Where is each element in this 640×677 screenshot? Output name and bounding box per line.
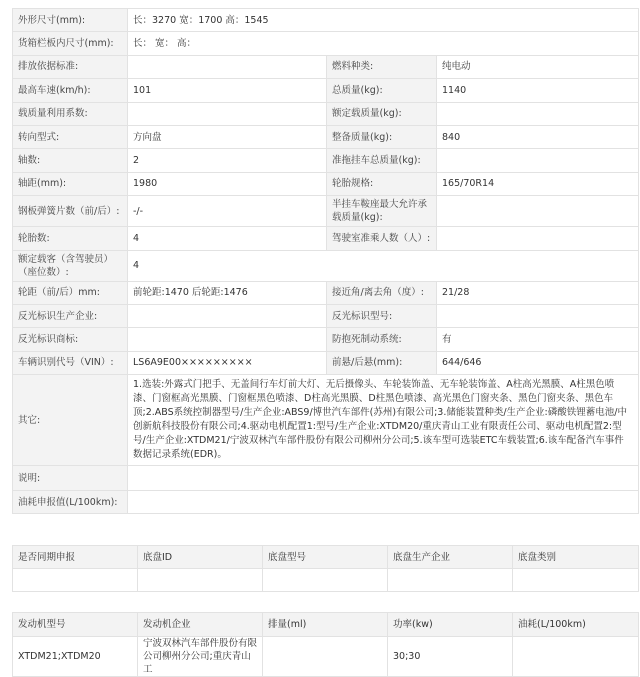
spec-label: 准拖挂车总质量(kg):	[327, 149, 437, 172]
spec-label: 额定载客（含驾驶员）（座位数）:	[13, 250, 128, 281]
spec-row	[13, 149, 639, 172]
spec-value	[437, 196, 639, 227]
spec-value: 长： 宽： 高：	[128, 32, 639, 55]
spec-value: 1980	[128, 172, 327, 195]
chassis-cell	[263, 569, 388, 592]
spec-value: 4	[128, 227, 327, 250]
engine-table	[12, 612, 639, 677]
spec-label: 前悬/后悬(mm):	[327, 351, 437, 374]
spec-label: 反光标识型号:	[327, 304, 437, 327]
remark-label: 说明:	[13, 466, 128, 491]
remark-value	[128, 466, 639, 491]
chassis-cell	[513, 569, 639, 592]
spec-value: 165/70R14	[437, 172, 639, 195]
spec-row	[13, 328, 639, 351]
spec-row	[13, 125, 639, 148]
spec-label: 外形尺寸(mm):	[13, 9, 128, 32]
spec-value: -/-	[128, 196, 327, 227]
spec-row	[13, 55, 639, 78]
engine-displacement	[263, 637, 388, 677]
engine-header-displacement: 排量(ml)	[263, 613, 388, 637]
spec-value: 644/646	[437, 351, 639, 374]
chassis-header-sync: 是否同期申报	[13, 546, 138, 569]
engine-power: 30;30	[388, 637, 513, 677]
spec-label: 燃料种类:	[327, 55, 437, 78]
spec-label: 整备质量(kg):	[327, 125, 437, 148]
spec-row	[13, 196, 639, 227]
spec-value	[128, 304, 327, 327]
spec-label: 额定载质量(kg):	[327, 102, 437, 125]
spec-label: 半挂车鞍座最大允许承载质量(kg):	[327, 196, 437, 227]
spec-label: 接近角/离去角（度）:	[327, 281, 437, 304]
spec-value	[437, 149, 639, 172]
spec-label: 总质量(kg):	[327, 79, 437, 102]
spec-label: 最高车速(km/h):	[13, 79, 128, 102]
spec-label: 车辆识别代号（VIN）:	[13, 351, 128, 374]
spec-row	[13, 351, 639, 374]
engine-header-maker: 发动机企业	[138, 613, 263, 637]
spec-table	[12, 8, 639, 514]
chassis-table	[12, 545, 639, 592]
fuel-label: 油耗申报值(L/100km):	[13, 491, 128, 514]
spec-value	[128, 328, 327, 351]
chassis-header-type: 底盘类别	[513, 546, 639, 569]
spec-value	[437, 304, 639, 327]
engine-header-power: 功率(kw)	[388, 613, 513, 637]
spec-label: 轴数:	[13, 149, 128, 172]
spec-value: 21/28	[437, 281, 639, 304]
spec-label: 钢板弹簧片数（前/后）:	[13, 196, 128, 227]
spec-value: 101	[128, 79, 327, 102]
spec-value: 2	[128, 149, 327, 172]
spec-value	[128, 55, 327, 78]
fuel-value	[128, 491, 639, 514]
spec-value: 长：3270 宽：1700 高：1545	[128, 9, 639, 32]
engine-header-fuel: 油耗(L/100km)	[513, 613, 639, 637]
spec-value: 纯电动	[437, 55, 639, 78]
spec-label: 防抱死制动系统:	[327, 328, 437, 351]
engine-model: XTDM21;XTDM20	[13, 637, 138, 677]
spec-label: 货箱栏板内尺寸(mm):	[13, 32, 128, 55]
chassis-cell	[388, 569, 513, 592]
spec-value: 4	[128, 250, 639, 281]
spec-value	[437, 227, 639, 250]
spec-label: 排放依据标准:	[13, 55, 128, 78]
spec-row	[13, 102, 639, 125]
spec-label: 驾驶室准乘人数（人）:	[327, 227, 437, 250]
chassis-header-maker: 底盘生产企业	[388, 546, 513, 569]
engine-fuel	[513, 637, 639, 677]
spec-value: 1140	[437, 79, 639, 102]
spec-row	[13, 79, 639, 102]
chassis-cell	[138, 569, 263, 592]
chassis-cell	[13, 569, 138, 592]
spec-label: 载质量利用系数:	[13, 102, 128, 125]
spec-value: LS6A9E00×××××××××	[128, 351, 327, 374]
engine-maker: 宁波双林汽车部件股份有限公司柳州分公司;重庆青山工	[138, 637, 263, 677]
spec-row	[13, 32, 639, 55]
spec-row	[13, 172, 639, 195]
spec-value: 840	[437, 125, 639, 148]
other-notes: 1.选装:外露式门把手、无盖间行车灯前大灯、无后摄像头、车轮装饰盖、无车轮装饰盖、A柱高光黑膜、A柱黑色喷漆、门窗框高光黑膜、门窗框黑色喷漆、D柱高光黑膜、D柱黑色喷漆、高光黑色门窗夹条、黑色门窗夹条、黑色车顶;2.ABS系统控制器型号/生产企业:ABS9/博世汽车部件(苏州)有限公司;3.储能装置种类/生产企业:磷酸铁锂蓄电池/中创新航科技股份有限公司;4.驱动电机配置1:型号/生产企业:XTDM20/重庆青山工业有限责任公司、驱动电机配置2:型号/生产企业:XTDM21/宁波双林汽车部件股份有限公司柳州分公司;5.该车型可选装ETC车载装置;6.该车配备汽车事件数据记录系统(EDR)。	[128, 375, 639, 466]
spec-row	[13, 9, 639, 32]
spec-value: 前轮距:1470 后轮距:1476	[128, 281, 327, 304]
spec-label: 轴距(mm):	[13, 172, 128, 195]
spec-value	[437, 102, 639, 125]
spec-label: 轮胎规格:	[327, 172, 437, 195]
spec-label: 反光标识生产企业:	[13, 304, 128, 327]
spec-row	[13, 281, 639, 304]
other-label: 其它:	[13, 375, 128, 466]
chassis-header-id: 底盘ID	[138, 546, 263, 569]
spec-row	[13, 250, 639, 281]
spec-value: 方向盘	[128, 125, 327, 148]
chassis-header-model: 底盘型号	[263, 546, 388, 569]
spec-label: 反光标识商标:	[13, 328, 128, 351]
spec-row	[13, 304, 639, 327]
spec-label: 轮距（前/后）mm:	[13, 281, 128, 304]
engine-header-model: 发动机型号	[13, 613, 138, 637]
spec-label: 转向型式:	[13, 125, 128, 148]
spec-value	[128, 102, 327, 125]
spec-row	[13, 227, 639, 250]
spec-label: 轮胎数:	[13, 227, 128, 250]
spec-value: 有	[437, 328, 639, 351]
